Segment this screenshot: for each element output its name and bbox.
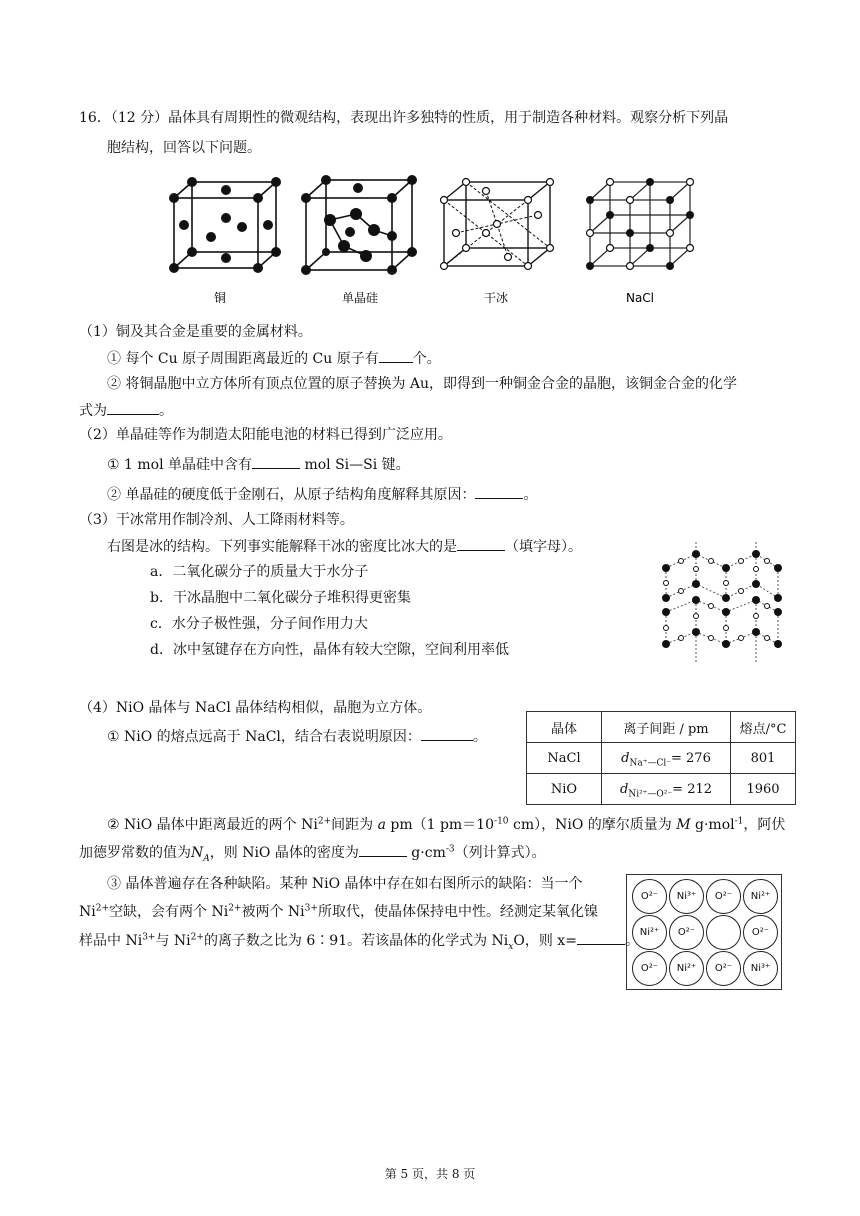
part4-q2-line2: 加德罗常数的值为$N_A$，则 NiO 晶体的密度为 $g\cdot cm^{-3}$（列计算式）。 [79, 842, 546, 863]
answer-blank[interactable] [107, 400, 159, 415]
ion-circle: O²⁻ [632, 951, 667, 986]
part4-q3-line3: 样品中 $Ni^{3+}$与 $Ni^{2+}$的离子数之比为 6∶91。若该晶体的化学式为 $Ni_xO$，则 x= 。 [79, 930, 639, 951]
crystal-structures-figure [160, 170, 700, 310]
label-dry-ice: 干冰 [483, 291, 509, 305]
table-row [527, 774, 796, 805]
option-d: d．冰中氢键存在方向性，晶体有较大空隙，空间利用率低 [150, 642, 509, 658]
answer-blank[interactable] [379, 348, 413, 363]
label-silicon: 单晶硅 [341, 291, 379, 305]
table-cell: NaCl [527, 743, 602, 774]
ion-circle: Ni³⁺ [743, 951, 778, 986]
part1-q2-line1: ② 将铜晶胞中立方体所有顶点位置的原子替换为 Au，即得到一种铜金合金的晶胞，该铜金合金的化学 [107, 376, 738, 392]
answer-blank[interactable] [359, 842, 407, 857]
table-cell: $d_{Na^+—Cl^-}= 276$ [602, 743, 731, 774]
ion-circle: Ni²⁺ [669, 951, 704, 986]
part4-title: （4）NiO 晶体与 NaCl 晶体结构相似，晶胞为立方体。 [79, 700, 432, 716]
label-nacl: NaCl [625, 291, 655, 305]
ion-circle: Ni²⁺ [632, 915, 667, 950]
table-cell: NiO [527, 774, 602, 805]
ion-circle: O²⁻ [632, 879, 667, 914]
option-b: b．干冰晶胞中二氧化碳分子堆积得更密集 [150, 590, 411, 606]
silicon-unit-cell [301, 175, 417, 305]
part2-title: （2）单晶硅等作为制造太阳能电池的材料已得到广泛应用。 [79, 427, 452, 443]
ion-circle: O²⁻ [743, 915, 778, 950]
part2-q1: ① 1 mol 单晶硅中含有 mol Si—Si 键。 [107, 454, 410, 475]
part1-q1: ① 每个 Cu 原子周围距离最近的 Cu 原子有 个。 [107, 348, 441, 369]
table-header: 熔点/°C [731, 712, 796, 743]
defect-grid [632, 879, 780, 987]
table-header: 晶体 [527, 712, 602, 743]
question-intro-line1: 16．（12 分）晶体具有周期性的微观结构，表现出许多独特的性质，用于制造各种材料。观察分析下列晶 [79, 110, 729, 126]
part1-q2-line2: 式为 。 [79, 400, 173, 421]
answer-blank[interactable] [457, 536, 505, 551]
ice-structure-figure [656, 540, 786, 670]
page-footer: 第 5 页，共 8 页 [384, 1167, 476, 1181]
answer-blank[interactable] [577, 930, 625, 945]
part4-q3-line1: ③ 晶体普遍存在各种缺陷。某种 NiO 晶体中存在如右图所示的缺陷：当一个 [107, 876, 583, 892]
label-copper: 铜 [213, 291, 227, 305]
ion-circle: O²⁻ [669, 915, 704, 950]
answer-blank[interactable] [475, 484, 523, 499]
question-intro-line2: 胞结构，回答以下问题。 [107, 140, 261, 156]
ion-circle: Ni²⁺ [743, 879, 778, 914]
copper-atoms [169, 177, 281, 273]
table-row [527, 743, 796, 774]
table-header: 离子间距 / pm [602, 712, 731, 743]
part1-title: （1）铜及其合金是重要的金属材料。 [79, 324, 312, 340]
vacancy-circle [706, 915, 741, 950]
ion-circle: O²⁻ [706, 879, 741, 914]
part2-q2: ② 单晶硅的硬度低于金刚石，从原子结构角度解释其原因： 。 [107, 484, 537, 505]
ion-circle: O²⁻ [706, 951, 741, 986]
table-cell: 1960 [731, 774, 796, 805]
nacl-unit-cell [586, 178, 694, 305]
part4-q1: ① NiO 的熔点远高于 NaCl，结合右表说明原因： 。 [107, 726, 487, 747]
dry-ice-unit-cell [441, 179, 554, 306]
option-a: a．二氧化碳分子的质量大于水分子 [150, 564, 369, 580]
option-c: c．水分子极性强，分子间作用力大 [150, 616, 368, 632]
part4-q3-line2: $Ni^{2+}$空缺，会有两个 $Ni^{2+}$被两个 $Ni^{3+}$所取代，使晶体保持电中性。经测定某氧化镍 [79, 903, 598, 920]
answer-blank[interactable] [252, 454, 300, 469]
answer-blank[interactable] [421, 726, 473, 741]
table-header-row [527, 712, 796, 743]
table-cell: $d_{Ni^{2+}—O^{2-}}= 212$ [602, 774, 731, 805]
part4-q2-line1: ② NiO 晶体中距离最近的两个 $Ni^{2+}$间距为 a pm（1 $pm=10^{-10}$ cm），NiO 的摩尔质量为 M g·mol$^{-1}$，阿伏 [107, 816, 786, 833]
part3-title: （3）干冰常用作制冷剂、人工降雨材料等。 [79, 512, 354, 528]
ion-distance-table [526, 711, 796, 805]
table-cell: 801 [731, 743, 796, 774]
part3-stem: 右图是冰的结构。下列事实能解释干冰的密度比冰大的是 （填字母）。 [107, 536, 582, 557]
nio-defect-figure [626, 874, 782, 990]
ion-circle: Ni³⁺ [669, 879, 704, 914]
